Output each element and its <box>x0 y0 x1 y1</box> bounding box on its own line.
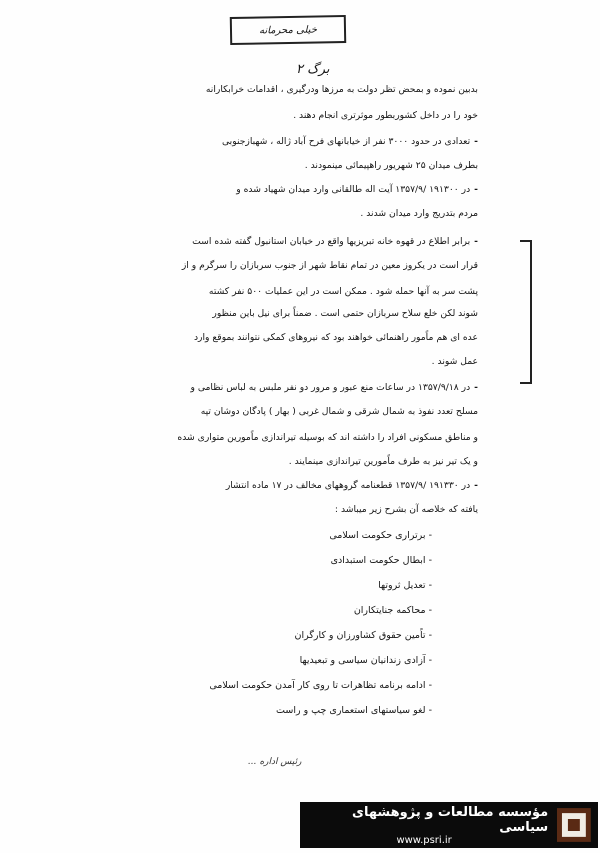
list-item: - تاًمین حقوق کشاورزان و کارگران <box>294 630 432 641</box>
text-line: قرار است در یکروز معین در تمام نقاط شهر از جنوب سربازان را سرگرم و از <box>181 260 478 271</box>
text-line: یافته که خلاصه آن بشرح زیر میباشد : <box>334 504 478 515</box>
bullet-dash: - <box>474 136 478 147</box>
publisher-url[interactable]: www.psri.ir <box>396 834 452 846</box>
bullet-dash: - <box>474 184 478 195</box>
list-item: - لغو سیاستهای استعماری چپ و راست <box>276 705 432 716</box>
bullet-dash: - <box>425 530 432 541</box>
list-item: - آزادی زندانیان سیاسی و تبعیدیها <box>299 655 432 666</box>
page-number: برگ ۲ <box>296 62 330 77</box>
list-item: - ابطال حکومت استبدادی <box>330 555 432 566</box>
bullet-dash: - <box>425 580 432 591</box>
publisher-logo-icon <box>554 805 594 845</box>
text-line: عمل شوند . <box>431 356 478 367</box>
text-line: مسلح تعدد نفوذ به شمال شرقی و شمال غربی ( بهار ) پادگان دوشان تپه <box>200 406 478 417</box>
text-line: خود را در داخل کشوربطور موثرتری انجام دهند . <box>293 110 478 121</box>
text-line: و مناطق مسکونی افراد را داشته اند که بوسیله تیراندازی ماًمورین متواری شده <box>177 432 478 443</box>
publisher-footer <box>300 802 598 848</box>
publisher-name: مؤسسه مطالعات و پژوهشهای سیاسی <box>352 804 549 835</box>
text-line: و یک تیر نیز به طرف ماًمورین تیراندازی مینمایند . <box>288 456 478 467</box>
text-line: -تعدادی در حدود ۳۰۰۰ نفر از خیابانهای فرح آباد ژاله ، شهبازجنوبی <box>222 136 478 147</box>
classification-stamp <box>230 15 346 45</box>
text-line: -برابر اطلاع در قهوه خانه تبریزیها واقع در خیابان استانبول گفته شده است <box>192 236 478 247</box>
footer-text <box>300 805 548 846</box>
bullet-dash: - <box>425 630 432 641</box>
signature: رئیس اداره ... <box>248 757 302 767</box>
stamp-text: خیلی محرمانه <box>258 23 318 37</box>
bullet-dash: - <box>425 555 432 566</box>
text-line: عده ای هم ماًمور راهنمائی خواهند بود که نیروهای کمکی نتوانند بموقع وارد <box>193 332 478 343</box>
bullet-dash: - <box>474 236 478 247</box>
bullet-dash: - <box>425 680 432 691</box>
margin-bracket <box>520 240 532 384</box>
bullet-dash: - <box>425 605 432 616</box>
text-line: بطرف میدان ۲۵ شهریور راهپیمائی مینمودند . <box>304 160 478 171</box>
text-line: پشت سر به آنها حمله شود . ممکن است در این عملیات ۵۰۰ نفر کشته <box>208 286 478 297</box>
list-item: - محاکمه جنایتکاران <box>353 605 432 616</box>
list-item: - برتراری حکومت اسلامی <box>329 530 432 541</box>
bullet-dash: - <box>425 705 432 716</box>
text-line: مردم بتدریج وارد میدان شدند . <box>360 208 478 219</box>
bullet-dash: - <box>474 382 478 393</box>
text-line: -در ۱۹۱۳۳۰ /۱۳۵۷/۹ قطعنامه گروههای مخالف در ۱۷ ماده انتشار <box>225 480 478 491</box>
text-line: -در ۱۳۵۷/۹/۱۸ در ساعات منع عبور و مرور دو نفر ملبس به لباس نظامی و <box>190 382 478 393</box>
text-line: شوند لکن خلع سلاح سربازان حتمی است . ضمناً برای نیل باین منظور <box>212 308 478 319</box>
list-item: - تعدیل ثروتها <box>378 580 432 591</box>
bullet-dash: - <box>474 480 478 491</box>
bullet-dash: - <box>425 655 432 666</box>
list-item: - ادامه برنامه تظاهرات تا روی کار آمدن حکومت اسلامی <box>209 680 432 691</box>
text-line: -در ۱۹۱۳۰۰ /۱۳۵۷/۹ آیت اله طالقانی وارد میدان شهیاد شده و <box>236 184 478 195</box>
text-line: بدبین نموده و بمحض تظر دولت به مرزها ودرگیری ، اقدامات خرابکارانه <box>205 84 478 95</box>
